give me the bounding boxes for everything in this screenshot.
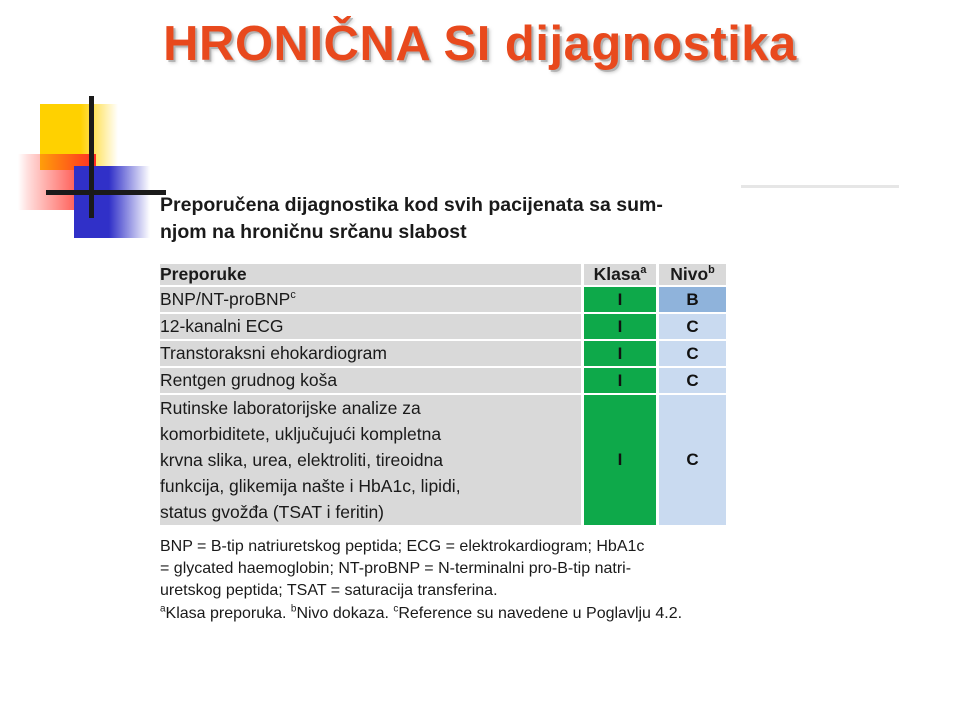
cell-level: C [659,314,726,341]
column-header-recommendations: Preporuke [160,264,584,287]
cell-level: B [659,287,726,314]
column-header-class-superscript: a [640,264,647,277]
footnote-line-2: = glycated haemoglobin; NT-proBNP = N-terminalni pro-B-tip natri- [160,560,632,577]
cell-class: I [584,368,659,395]
cell-level: C [659,341,726,368]
footnote-mark-c-text: Reference su navedene u Poglavlju 4.2. [398,605,683,622]
cell-recommendation [160,341,584,368]
recommendation-figure [160,192,760,625]
cell-recommendation-superscript: c [290,289,296,302]
table-row [160,314,726,341]
cell-recommendation [160,314,584,341]
figure-top-rule [741,185,899,188]
cell-recommendation [160,368,584,395]
figure-heading-line-2: njom na hroničnu srčanu slabost [160,221,467,243]
cell-class: I [584,341,659,368]
cell-recommendation-text: Transtoraksni ehokardiogram [160,343,387,363]
figure-heading [160,192,680,246]
decorative-logo [18,96,150,222]
cell-recommendation-line-1: Rutinske laboratorijske analize za [160,398,421,418]
footnote-mark-b-text: Nivo dokaza. [296,605,394,622]
cell-recommendation-line-2: komorbiditete, uključujući kompletna [160,424,442,444]
column-header-class-label: Klasa [593,264,641,284]
table-row [160,341,726,368]
figure-footnotes [160,536,740,625]
logo-blue-square [74,166,150,238]
table-row [160,395,726,527]
footnote-mark-a-text: Klasa preporuka. [165,605,291,622]
figure-heading-line-1: Preporučena dijagnostika kod svih pacijenata sa sum- [160,194,663,216]
footnote-marks-line [160,603,740,625]
footnote-line-1: BNP = B-tip natriuretskog peptida; ECG = elektrokardiogram; HbA1c [160,538,645,555]
cell-recommendation [160,395,584,527]
table-header-row [160,264,726,287]
cell-level: C [659,395,726,527]
cell-recommendation [160,287,584,314]
logo-vertical-bar [89,96,94,218]
footnote-mark-b: b [290,603,297,615]
footnote-mark-a: a [160,603,166,615]
cell-class: I [584,395,659,527]
column-header-level-label: Nivo [670,264,709,284]
logo-horizontal-bar [46,190,166,195]
cell-class: I [584,314,659,341]
cell-class: I [584,287,659,314]
footnote-line-3: uretskog peptida; TSAT = saturacija transferina. [160,582,498,599]
cell-recommendation-line-4: funkcija, glikemija našte i HbA1c, lipidi, [160,476,461,496]
cell-recommendation-line-5: status gvožđa (TSAT i feritin) [160,502,385,522]
cell-recommendation-text: BNP/NT-proBNP [160,289,291,309]
column-header-level-superscript: b [708,264,715,277]
column-header-class [584,264,659,287]
cell-recommendation-line-3: krvna slika, urea, elektroliti, tireoidna [160,450,444,470]
page-title: HRONIČNA SI dijagnostika [163,17,797,71]
cell-recommendation-text: 12-kanalni ECG [160,316,284,336]
column-header-level [659,264,726,287]
recommendations-table [160,264,726,527]
table-row [160,368,726,395]
cell-recommendation-text: Rentgen grudnog koša [160,370,338,390]
table-row [160,287,726,314]
cell-level: C [659,368,726,395]
footnote-mark-c: c [393,603,399,615]
